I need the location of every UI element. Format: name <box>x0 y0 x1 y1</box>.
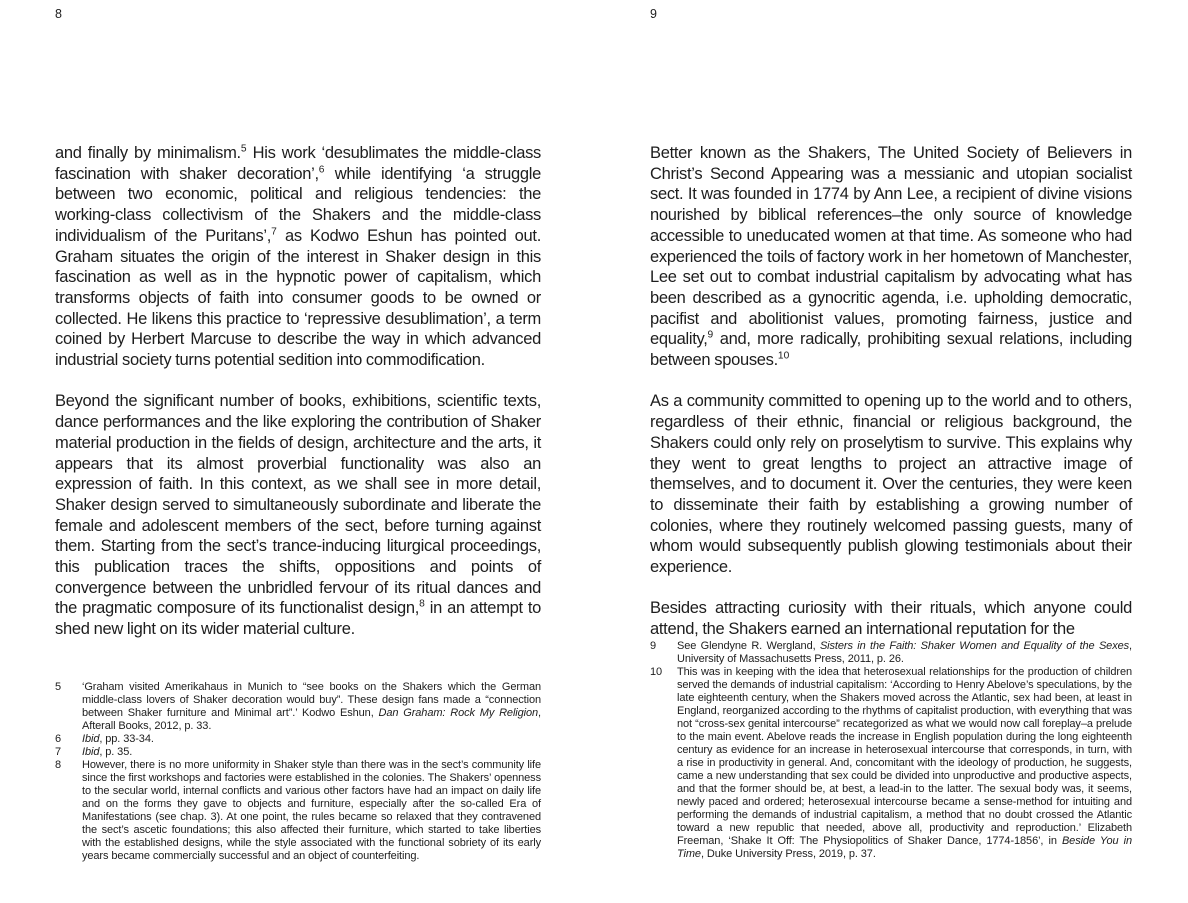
footnote-text: See Glendyne R. Wergland, Sisters in the Faith: Shaker Women and Equality of the Sexes, University of Massachusetts Press, 2011, p. 26. <box>677 640 1132 665</box>
paragraph: Besides attracting curiosity with their rituals, which anyone could attend, the Shakers earned an international reputation for the <box>650 599 1132 639</box>
page-8-body <box>55 143 541 640</box>
footnote-text: ‘Graham visited Amerikahaus in Munich to “see books on the Shakers which the German middle-class lovers of Shaker decoration would buy”. These design fans made a “connection between Shaker furniture and Minimal art”.’ Kodwo Eshun, Dan Graham: Rock My Religion, Afterall Books, 2012, p. 33. <box>82 681 541 732</box>
footnote-number: 5 <box>55 681 62 693</box>
footnote <box>55 759 541 863</box>
page-9-body <box>650 143 1132 640</box>
footnote-number: 7 <box>55 746 62 758</box>
paragraph: and finally by minimalism.$^5$ His work ‘desublimates the middle-class fascination with shaker decoration’,$^6$ while identifying ‘a struggle between two economic, political and religious tendencies: the working-class collectivism of the Shakers and the middle-class individualism of the Puritans’,$^7$ as Kodwo Eshun has pointed out. Graham situates the origin of the interest in Shaker design in this fascination as well as in the hypnotic power of capitalism, which transforms objects of faith into consumer goods to be owned or collected. He likens this practice to ‘repressive desublimation’, a term coined by Herbert Marcuse to describe the way in which advanced industrial society turns potential sedition into commodification. <box>55 143 541 370</box>
page-8 <box>55 0 541 903</box>
page-8-footnotes <box>55 681 541 863</box>
footnote <box>650 666 1132 861</box>
footnote-text: This was in keeping with the idea that heterosexual relationships for the production of children served the demands of industrial capitalism: ‘According to Henry Abelove’s speculations, by the late eighteenth century, when the Shakers moved across the Atlantic, sex had been, at least in England, reorganized according to the rhythms of capitalist production, with everything that was not “cross-sex genital intercourse” recategorized as what we would now call foreplay–a prelude to the main event. Abelove reads the increase in English population during the long eighteenth century as evidence for an increase in heterosexual intercourse that corresponds, in turn, with a rise in productivity in general. And, concomitant with the ideology of production, he suggests, came a new understanding that sex could be divided into unproductive and productive aspects, and that the former should be, at best, a lead-in to the latter. The sexual body was, it seems, newly paced and ordered; heterosexual intercourse became a sense-method for intuiting and performing the demands of industrial capitalism, a method that no doubt crossed the Atlantic toward a new republic that needed, above all, productivity and reproduction.’ Elizabeth Freeman, ‘Shake It Off: The Physiopolitics of Shaker Dance, 1774-1856’, in Beside You in Time, Duke University Press, 2019, p. 37. <box>677 666 1132 860</box>
paragraph: Beyond the significant number of books, exhibitions, scientific texts, dance performances and the like exploring the contribution of Shaker material production in the fields of design, architecture and the arts, it appears that its almost proverbial functionality was also an expression of faith. In this context, as we shall see in more detail, Shaker design served to simultaneously subordinate and liberate the female and adolescent members of the sect, before turning against them. Starting from the sect’s trance-inducing liturgical proceedings, this publication traces the shifts, oppositions and points of convergence between the unbridled fervour of its ritual dances and the pragmatic composure of its functionalist design,$^8$ in an attempt to shed new light on its wider material culture. <box>55 392 541 639</box>
footnote <box>55 733 541 746</box>
page-number-right: 9 <box>650 7 657 21</box>
footnote <box>55 746 541 759</box>
footnote-text: Ibid, pp. 33-34. <box>82 733 154 745</box>
page-9 <box>650 0 1132 903</box>
footnote <box>650 640 1132 666</box>
page-9-footnotes <box>650 640 1132 861</box>
footnote-text: However, there is no more uniformity in Shaker style than there was in the sect’s community life since the first workshops and factories were established in the colonies. The Shakers’ openness to the secular world, internal conflicts and various other factors have had an impact on daily life and on the forms they gave to objects and furniture, especially after the so-called Era of Manifestations (see chap. 3). At one point, the rules became so relaxed that they contravened the sect’s ascetic foundations; this also affected their furniture, which started to take liberties with the established designs, while the style associated with the functional sobriety of its early years became commercially successful and an object of counterfeiting. <box>82 759 541 862</box>
footnote-number: 8 <box>55 759 62 771</box>
paragraph: Better known as the Shakers, The United Society of Believers in Christ’s Second Appearing was a messianic and utopian socialist sect. It was founded in 1774 by Ann Lee, a recipient of divine visions nourished by biblical references–the only source of knowledge accessible to uneducated women at that time. As someone who had experienced the toils of factory work in her hometown of Manchester, Lee set out to combat industrial capitalism by advocating what has been described as a gynocritic agenda, i.e. upholding democratic, pacifist and abolitionist values, promoting fairness, justice and equality,$^9$ and, more radically, prohibiting sexual relations, including between spouses.$^{10}$ <box>650 144 1132 370</box>
footnote <box>55 681 541 733</box>
paragraph: As a community committed to opening up to the world and to others, regardless of their ethnic, financial or religious background, the Shakers could only rely on proselytism to survive. This explains why they went to great lengths to project an attractive image of themselves, and to document it. Over the centuries, they were keen to disseminate their faith by establishing a growing number of colonies, where they routinely welcomed passing guests, many of whom would subsequently publish glowing testimonials about their experience. <box>650 392 1132 577</box>
page-number-left: 8 <box>55 7 62 21</box>
footnote-number: 9 <box>650 640 657 652</box>
footnote-number: 10 <box>650 666 663 678</box>
footnote-text: Ibid, p. 35. <box>82 746 133 758</box>
footnote-number: 6 <box>55 733 62 745</box>
